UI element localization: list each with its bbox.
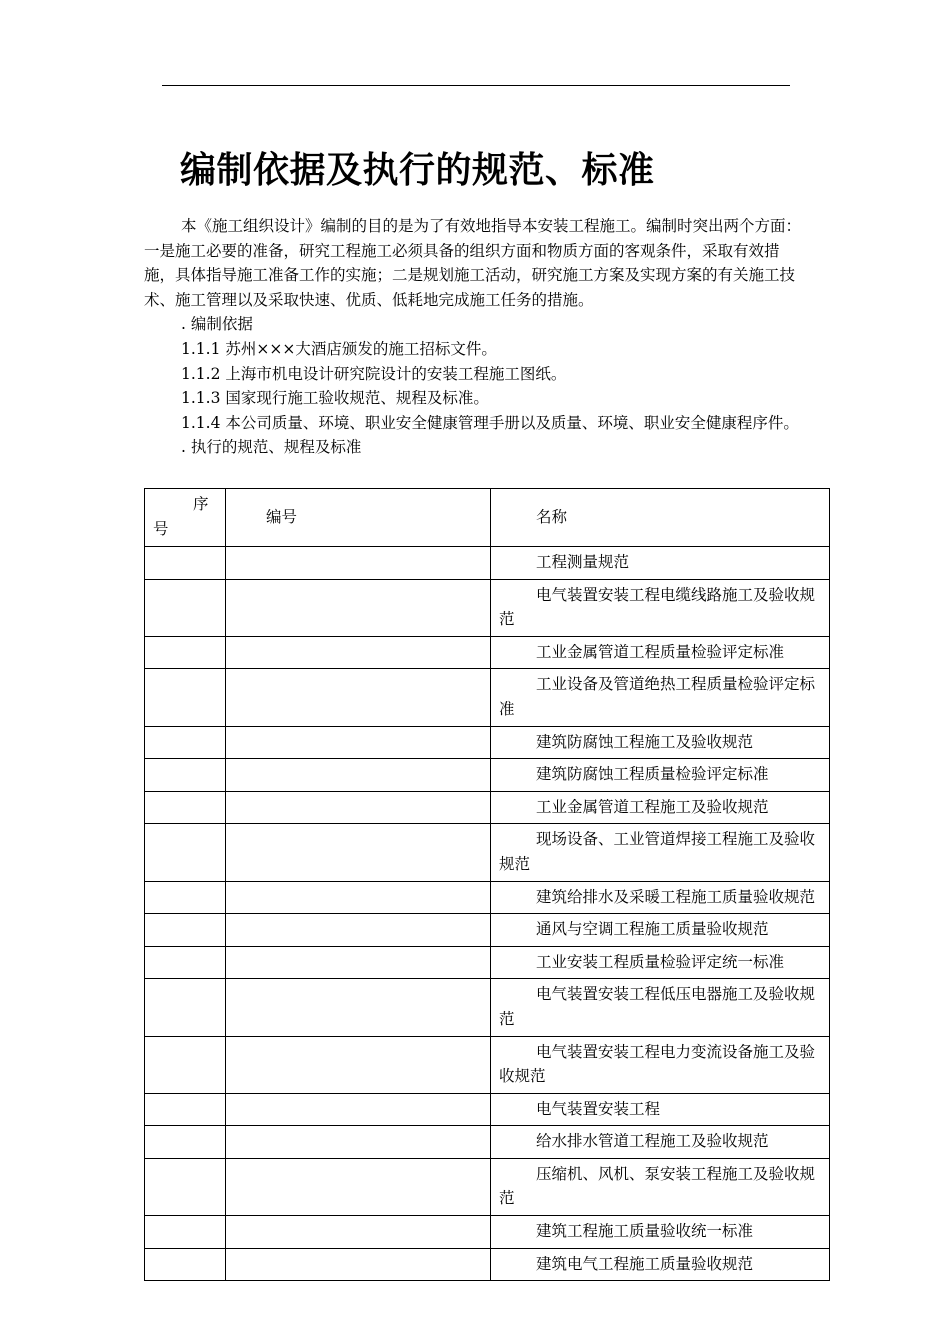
- cell-code: [226, 1036, 491, 1093]
- cell-no: [145, 914, 226, 947]
- cell-no: [145, 1216, 226, 1249]
- cell-name: 建筑给排水及采暖工程施工质量验收规范: [491, 881, 830, 914]
- cell-no: [145, 1248, 226, 1281]
- cell-code: [226, 1093, 491, 1126]
- cell-code: [226, 759, 491, 792]
- basis-item: 1.1.3 国家现行施工验收规范、规程及标准。: [181, 389, 489, 408]
- cell-code: [226, 669, 491, 726]
- table-row: [145, 881, 830, 914]
- cell-no: [145, 979, 226, 1036]
- table-row: [145, 979, 830, 1036]
- table-row: [145, 1248, 830, 1281]
- cell-name: 工业金属管道工程质量检验评定标准: [491, 636, 830, 669]
- cell-name: 工程测量规范: [491, 547, 830, 580]
- cell-name: 电气装置安装工程: [491, 1093, 830, 1126]
- cell-code: [226, 1248, 491, 1281]
- cell-no: [145, 1126, 226, 1159]
- cell-name: 工业设备及管道绝热工程质量检验评定标准: [491, 669, 830, 726]
- cell-no: [145, 726, 226, 759]
- cell-no: [145, 1158, 226, 1215]
- table-row: [145, 946, 830, 979]
- intro-paragraph: 本《施工组织设计》编制的目的是为了有效地指导本安装工程施工。编制时突出两个方面：一是施工必要的准备，研究工程施工必须具备的组织方面和物质方面的客观条件，采取有效措施，具体指导施工准备工作的实施；二是规划施工活动，研究施工方案及实现方案的有关施工技 术、施工管理以及采取快速、优质、低耗地完成施工任务的措施。: [144, 217, 802, 309]
- cell-no: [145, 881, 226, 914]
- cell-code: [226, 547, 491, 580]
- cell-name: 通风与空调工程施工质量验收规范: [491, 914, 830, 947]
- table-row: [145, 669, 830, 726]
- cell-no: [145, 1093, 226, 1126]
- table-header-row: [145, 489, 830, 547]
- page-title: 编制依据及执行的规范、标准: [180, 150, 655, 191]
- cell-name: 建筑电气工程施工质量验收规范: [491, 1248, 830, 1281]
- table-row: [145, 726, 830, 759]
- cell-no: [145, 759, 226, 792]
- table-row: [145, 759, 830, 792]
- table-row: [145, 547, 830, 580]
- section-heading-basis: . 编制依据: [181, 315, 253, 334]
- cell-code: [226, 1126, 491, 1159]
- basis-item: 1.1.1 苏州×××大酒店颁发的施工招标文件。: [181, 339, 497, 358]
- table-row: [145, 1093, 830, 1126]
- table-row: [145, 579, 830, 636]
- table-row: [145, 1126, 830, 1159]
- cell-no: [145, 669, 226, 726]
- cell-no: [145, 636, 226, 669]
- cell-code: [226, 1158, 491, 1215]
- table-row: [145, 1216, 830, 1249]
- table-row: [145, 824, 830, 881]
- cell-no: [145, 547, 226, 580]
- cell-no: [145, 946, 226, 979]
- table-row: [145, 791, 830, 824]
- header-cell-name: 名称: [491, 489, 830, 547]
- basis-item: 1.1.2 上海市机电设计研究院设计的安装工程施工图纸。: [181, 364, 567, 383]
- table-row: [145, 1036, 830, 1093]
- document-body: [144, 214, 810, 460]
- cell-code: [226, 726, 491, 759]
- standards-table: [144, 488, 830, 1281]
- cell-code: [226, 979, 491, 1036]
- cell-name: 建筑防腐蚀工程施工及验收规范: [491, 726, 830, 759]
- cell-name: 工业安装工程质量检验评定统一标准: [491, 946, 830, 979]
- cell-code: [226, 791, 491, 824]
- cell-code: [226, 636, 491, 669]
- section-heading-standards: . 执行的规范、规程及标准: [181, 438, 362, 457]
- cell-name: 压缩机、风机、泵安装工程施工及验收规范: [491, 1158, 830, 1215]
- header-no-line2: 号: [153, 519, 169, 538]
- cell-name: 建筑工程施工质量验收统一标准: [491, 1216, 830, 1249]
- header-no-line1: 序: [193, 495, 209, 513]
- cell-name: 电气装置安装工程电缆线路施工及验收规范: [491, 579, 830, 636]
- header-cell-no: [145, 489, 226, 547]
- cell-name: 电气装置安装工程低压电器施工及验收规范: [491, 979, 830, 1036]
- cell-no: [145, 1036, 226, 1093]
- basis-item: 1.1.4 本公司质量、环境、职业安全健康管理手册以及质量、环境、职业安全健康程序件。: [181, 413, 799, 432]
- cell-name: 给水排水管道工程施工及验收规范: [491, 1126, 830, 1159]
- cell-code: [226, 824, 491, 881]
- cell-code: [226, 914, 491, 947]
- table-row: [145, 914, 830, 947]
- cell-code: [226, 579, 491, 636]
- header-cell-code: 编号: [226, 489, 491, 547]
- cell-code: [226, 1216, 491, 1249]
- cell-no: [145, 579, 226, 636]
- cell-name: 电气装置安装工程电力变流设备施工及验收规范: [491, 1036, 830, 1093]
- table-row: [145, 1158, 830, 1215]
- cell-name: 工业金属管道工程施工及验收规范: [491, 791, 830, 824]
- cell-name: 建筑防腐蚀工程质量检验评定标准: [491, 759, 830, 792]
- table-row: [145, 636, 830, 669]
- cell-no: [145, 824, 226, 881]
- header-rule: [162, 85, 790, 86]
- cell-code: [226, 881, 491, 914]
- cell-no: [145, 791, 226, 824]
- cell-name: 现场设备、工业管道焊接工程施工及验收规范: [491, 824, 830, 881]
- cell-code: [226, 946, 491, 979]
